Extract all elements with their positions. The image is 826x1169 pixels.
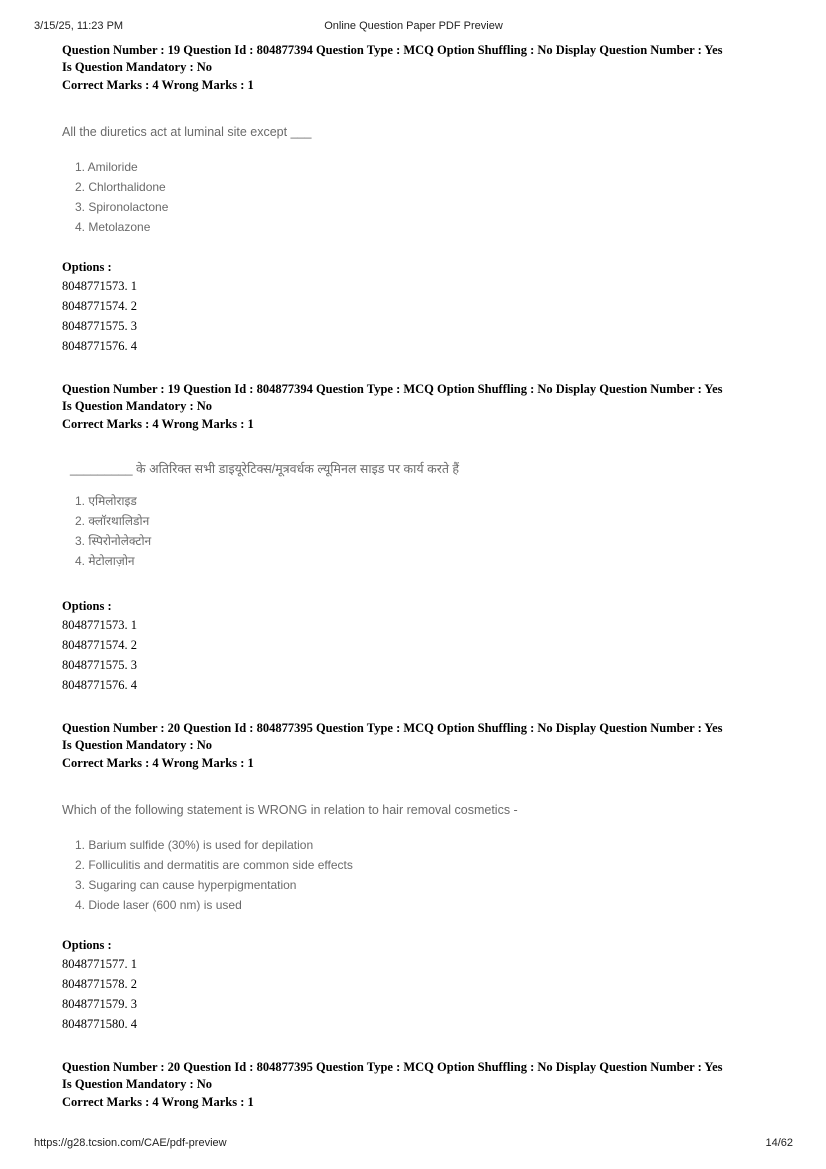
meta-line: Is Question Mandatory : No — [62, 399, 213, 413]
choice: 3. स्पिरोनोलेक्टोन — [75, 534, 152, 548]
option-row: 8048771576. 4 — [62, 339, 137, 353]
question-choices — [62, 835, 518, 915]
choice: 1. Amiloride — [75, 160, 138, 174]
question-meta — [62, 1059, 782, 1111]
option-row: 8048771574. 2 — [62, 638, 137, 652]
page-header — [34, 20, 793, 34]
question-choices — [62, 157, 311, 237]
options-list — [62, 936, 137, 1034]
options-list — [62, 258, 137, 356]
choice: 4. मेटोलाज़ोन — [75, 554, 135, 568]
page-footer — [34, 1137, 793, 1151]
option-row: 8048771579. 3 — [62, 997, 137, 1011]
options-label: Options : — [62, 260, 112, 274]
question-image — [62, 124, 311, 237]
options-label: Options : — [62, 938, 112, 952]
choice: 4. Metolazone — [75, 220, 151, 234]
question-image — [62, 461, 459, 571]
option-row: 8048771577. 1 — [62, 957, 137, 971]
options-label: Options : — [62, 599, 112, 613]
page-number: 14/62 — [765, 1137, 793, 1149]
marks-line: Correct Marks : 4 Wrong Marks : 1 — [62, 417, 254, 431]
choice: 1. एमिलोराइड — [75, 494, 137, 508]
question-image — [62, 802, 518, 915]
options-list — [62, 597, 137, 695]
question-text: _________ के अतिरिक्त सभी डाइयूरेटिक्स/मूत्रवर्धक ल्यूमिनल साइड पर कार्य करते हैं — [70, 462, 460, 476]
question-text: All the diuretics act at luminal site except ___ — [62, 125, 312, 139]
header-datetime: 3/15/25, 11:23 PM — [34, 20, 124, 32]
header-title: Online Question Paper PDF Preview — [324, 20, 503, 32]
choice: 2. Folliculitis and dermatitis are common side effects — [75, 858, 353, 872]
question-meta — [62, 42, 782, 94]
option-row: 8048771578. 2 — [62, 977, 137, 991]
choice: 2. Chlorthalidone — [75, 180, 166, 194]
question-meta — [62, 381, 782, 433]
option-row: 8048771580. 4 — [62, 1017, 137, 1031]
question-meta — [62, 720, 782, 772]
option-row: 8048771575. 3 — [62, 319, 137, 333]
meta-line: Question Number : 19 Question Id : 804877394 Question Type : MCQ Option Shuffling : No Display Question Number : Yes — [62, 382, 723, 396]
meta-line: Is Question Mandatory : No — [62, 738, 213, 752]
option-row: 8048771573. 1 — [62, 279, 137, 293]
marks-line: Correct Marks : 4 Wrong Marks : 1 — [62, 1095, 254, 1109]
question-choices — [62, 491, 459, 571]
marks-line: Correct Marks : 4 Wrong Marks : 1 — [62, 78, 254, 92]
choice: 1. Barium sulfide (30%) is used for depilation — [75, 838, 314, 852]
option-row: 8048771574. 2 — [62, 299, 137, 313]
meta-line: Question Number : 20 Question Id : 804877395 Question Type : MCQ Option Shuffling : No Display Question Number : Yes — [62, 721, 723, 735]
choice: 4. Diode laser (600 nm) is used — [75, 898, 242, 912]
marks-line: Correct Marks : 4 Wrong Marks : 1 — [62, 756, 254, 770]
choice: 3. Sugaring can cause hyperpigmentation — [75, 878, 297, 892]
choice: 3. Spironolactone — [75, 200, 169, 214]
meta-line: Is Question Mandatory : No — [62, 60, 213, 74]
footer-url[interactable]: https://g28.tcsion.com/CAE/pdf-preview — [34, 1137, 227, 1149]
option-row: 8048771573. 1 — [62, 618, 137, 632]
question-text: Which of the following statement is WRONG in relation to hair removal cosmetics - — [62, 803, 518, 817]
meta-line: Question Number : 20 Question Id : 804877395 Question Type : MCQ Option Shuffling : No Display Question Number : Yes — [62, 1060, 723, 1074]
option-row: 8048771575. 3 — [62, 658, 137, 672]
meta-line: Question Number : 19 Question Id : 804877394 Question Type : MCQ Option Shuffling : No Display Question Number : Yes — [62, 43, 723, 57]
option-row: 8048771576. 4 — [62, 678, 137, 692]
choice: 2. क्लॉरथालिडोन — [75, 514, 150, 528]
meta-line: Is Question Mandatory : No — [62, 1077, 213, 1091]
